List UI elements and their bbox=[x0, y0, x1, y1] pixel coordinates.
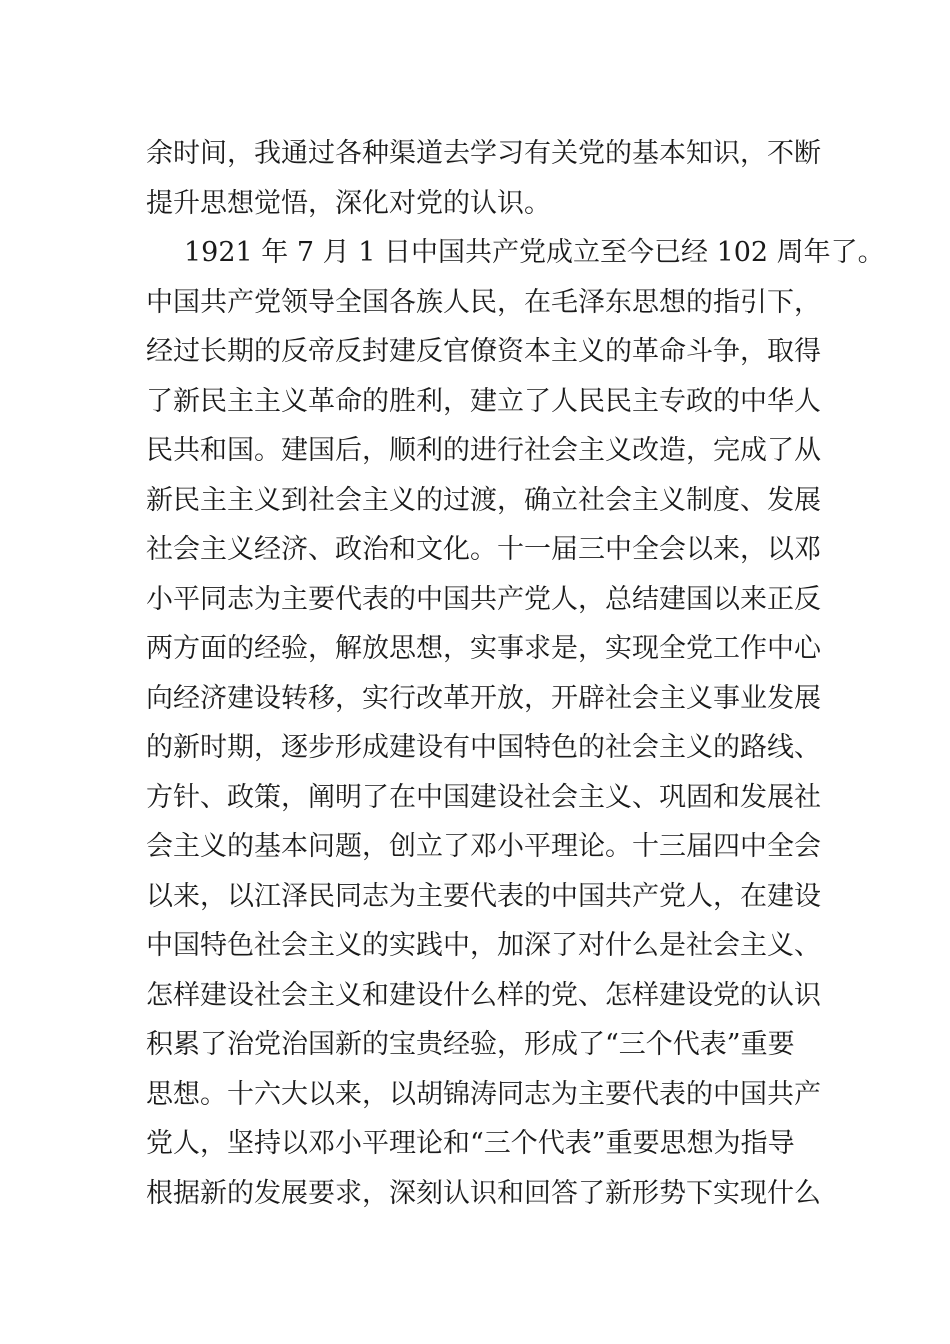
text-line: 了新民主主义革命的胜利，建立了人民民主专政的中华人 bbox=[146, 385, 821, 417]
paragraph-first-line: 1921 年 7 月 1 日中国共产党成立至今已经 102 周年了。 bbox=[184, 237, 885, 268]
text-line: 思想。十六大以来，以胡锦涛同志为主要代表的中国共产 bbox=[146, 1078, 821, 1110]
text-line: 中国特色社会主义的实践中，加深了对什么是社会主义、 bbox=[146, 930, 821, 961]
text-line: 以来，以江泽民同志为主要代表的中国共产党人，在建设 bbox=[146, 880, 821, 912]
text-line: 余时间，我通过各种渠道去学习有关党的基本知识，不断 bbox=[146, 138, 821, 169]
text-line: 党人，坚持以邓小平理论和“三个代表”重要思想为指导 bbox=[146, 1128, 795, 1159]
text-line: 积累了治党治国新的宝贵经验，形成了“三个代表”重要 bbox=[146, 1029, 795, 1060]
text-line: 怎样建设社会主义和建设什么样的党、怎样建设党的认识 bbox=[146, 979, 821, 1011]
text-line: 方针、政策，阐明了在中国建设社会主义、巩固和发展社 bbox=[146, 781, 821, 813]
text-line: 新民主主义到社会主义的过渡，确立社会主义制度、发展 bbox=[146, 484, 821, 516]
text-line: 会主义的基本问题，创立了邓小平理论。十三届四中全会 bbox=[146, 831, 821, 862]
text-line: 小平同志为主要代表的中国共产党人，总结建国以来正反 bbox=[146, 583, 821, 615]
text-line: 根据新的发展要求，深刻认识和回答了新形势下实现什么 bbox=[146, 1177, 821, 1209]
text-line: 的新时期，逐步形成建设有中国特色的社会主义的路线、 bbox=[146, 732, 821, 763]
text-line: 中国共产党领导全国各族人民，在毛泽东思想的指引下， bbox=[146, 286, 821, 318]
body-text bbox=[146, 129, 885, 1218]
text-line: 向经济建设转移，实行改革开放，开辟社会主义事业发展 bbox=[146, 682, 821, 714]
text-line: 民共和国。建国后，顺利的进行社会主义改造，完成了从 bbox=[146, 435, 821, 466]
text-line: 提升思想觉悟，深化对党的认识。 bbox=[146, 187, 551, 219]
text-line: 社会主义经济、政治和文化。十一届三中全会以来，以邓 bbox=[146, 534, 821, 565]
text-line: 经过长期的反帝反封建反官僚资本主义的革命斗争，取得 bbox=[146, 336, 821, 367]
text-line: 两方面的经验，解放思想，实事求是，实现全党工作中心 bbox=[146, 633, 821, 664]
